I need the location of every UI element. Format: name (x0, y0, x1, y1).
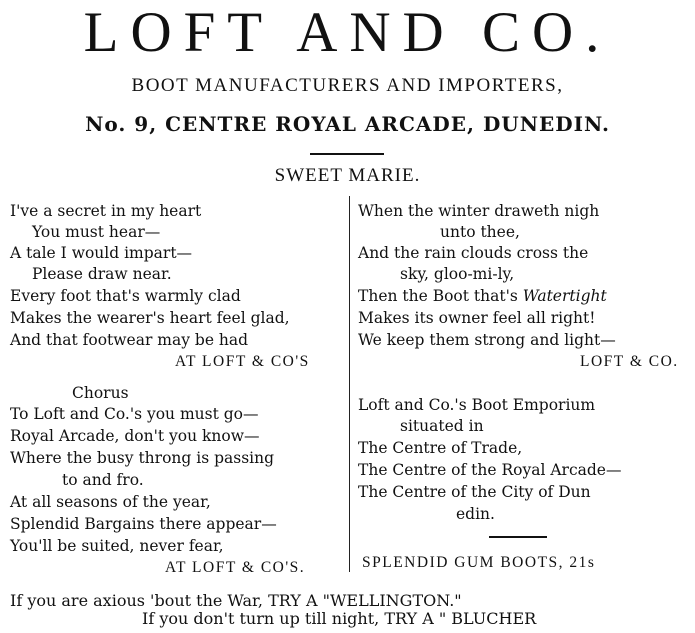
right-line-14: edin. (456, 505, 495, 523)
right-line-5: Then the Boot that's Watertight (358, 287, 607, 305)
right-line-10: situated in (400, 417, 484, 435)
right-line-11: The Centre of Trade, (358, 439, 523, 457)
company-title: LOFT AND CO. (83, 1, 612, 64)
left-line-12: Where the busy throng is passing (10, 449, 275, 467)
left-line-15: Splendid Bargains there appear— (10, 515, 277, 533)
footer-line-1: If you are axious 'bout the War, TRY A "WELLINGTON." (10, 591, 462, 610)
header-divider (310, 153, 384, 155)
left-line-4: Please draw near. (32, 265, 172, 283)
left-line-13: to and fro. (62, 471, 144, 489)
footer-line-2: If you don't turn up till night, TRY A " BLUCHER (142, 609, 537, 628)
right-line-4: sky, gloo-mi-ly, (400, 265, 515, 283)
right-line-8: LOFT & CO. (580, 353, 679, 370)
right-line-13: The Centre of the City of Dun (358, 483, 591, 501)
column-divider (349, 196, 350, 572)
right-line-9: Loft and Co.'s Boot Emporium (358, 396, 596, 414)
poem-title: SWEET MARIE. (274, 165, 421, 186)
gum-boots-line: SPLENDID GUM BOOTS, 21s (362, 554, 596, 571)
right-line-7: We keep them strong and light— (358, 331, 616, 349)
watertight-emphasis: Watertight (522, 287, 607, 305)
left-line-7: And that footwear may be had (10, 331, 249, 349)
right-line-1: When the winter draweth nigh (358, 202, 600, 220)
left-line-14: At all seasons of the year, (10, 493, 211, 511)
left-line-16: You'll be suited, never fear, (10, 537, 224, 555)
right-line-12: The Centre of the Royal Arcade— (358, 461, 622, 479)
left-line-5: Every foot that's warmly clad (10, 287, 241, 305)
left-line-17: AT LOFT & CO'S. (165, 559, 306, 576)
left-line-2: You must hear— (32, 223, 161, 241)
chorus-label: Chorus (72, 384, 129, 402)
right-column-rule (489, 536, 547, 538)
company-address: No. 9, CENTRE ROYAL ARCADE, DUNEDIN. (85, 112, 610, 136)
left-line-10: To Loft and Co.'s you must go— (10, 405, 259, 423)
left-line-8: AT LOFT & CO'S (175, 353, 310, 370)
left-line-1: I've a secret in my heart (10, 202, 202, 220)
company-subtitle: BOOT MANUFACTURERS AND IMPORTERS, (131, 75, 564, 96)
right-line-3: And the rain clouds cross the (358, 244, 589, 262)
right-line-2: unto thee, (440, 223, 520, 241)
left-line-6: Makes the wearer's heart feel glad, (10, 309, 290, 327)
left-line-11: Royal Arcade, don't you know— (10, 427, 260, 445)
left-line-3: A tale I would impart— (10, 244, 193, 262)
right-line-6: Makes its owner feel all right! (358, 309, 596, 327)
